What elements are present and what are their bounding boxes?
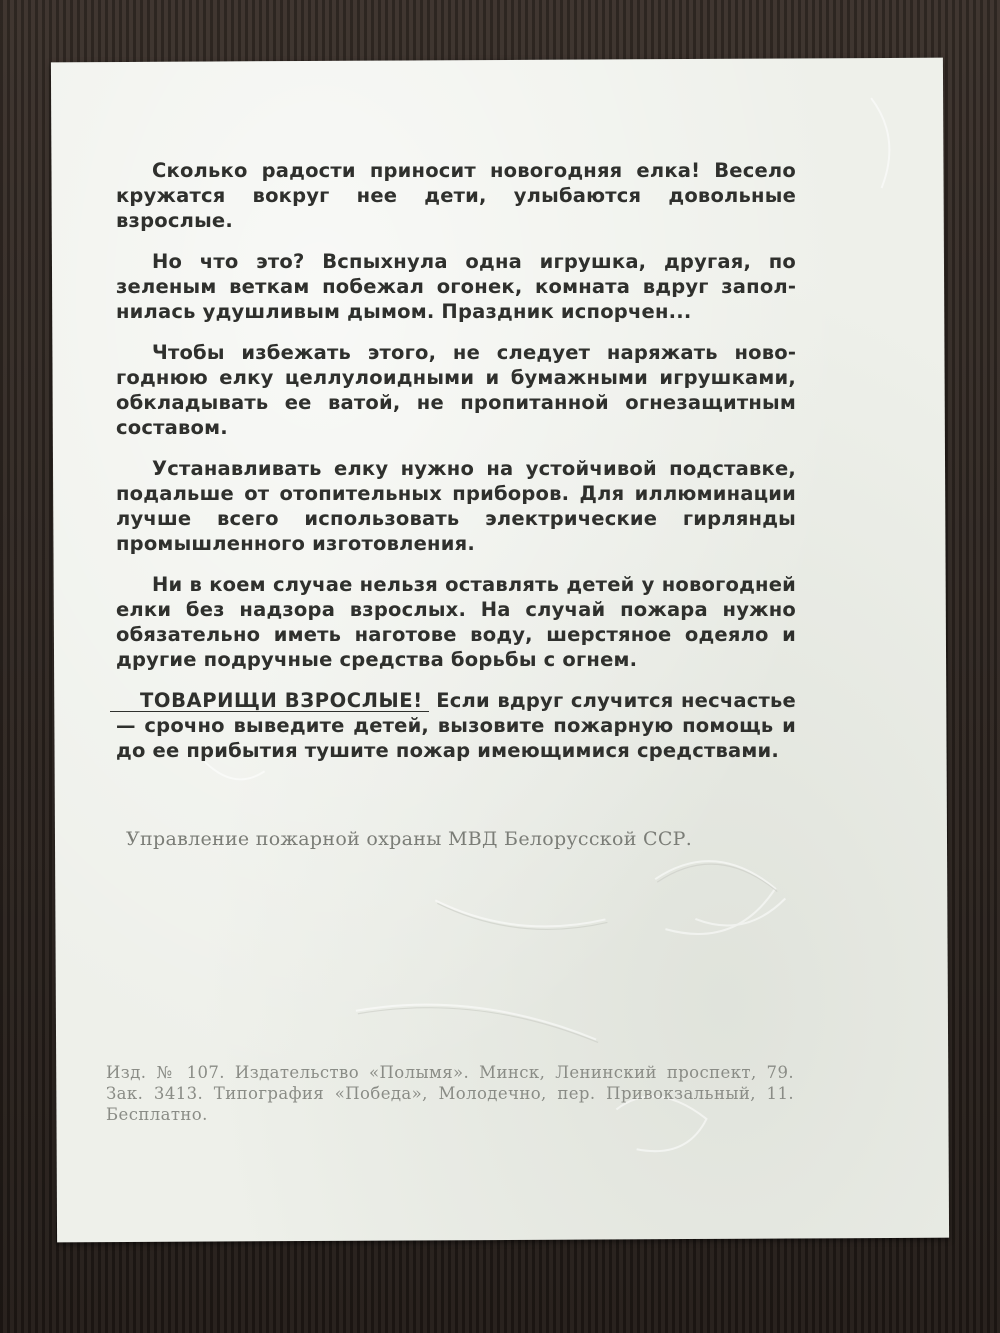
paragraph: Ни в коем случае нельзя оставлять детей у новогодней елки без надзора взрослых. На случай пожара нужно обязательно иметь наготове воду, шерстяное одеяло и другие подручные средства борьбы с огнем. — [116, 573, 796, 671]
appeal-heading: ТОВАРИЩИ ВЗРОСЛЫЕ! — [110, 690, 429, 712]
appeal-block — [116, 688, 796, 763]
paragraph: Но что это? Вспыхнула одна игрушка, другая, по зеленым веткам побежал огонек, комната вдруг заполнилась удушливым дымом. Праздник испорчен... — [116, 250, 796, 323]
imprint: Изд. № 107. Издательство «Полымя». Минск, Ленинский проспект, 79. Зак. 3413. Типография «Победа», Молодечно, пер. Привокзальный, 11. Бесплатно. — [106, 1063, 794, 1124]
paragraph: Сколько радости приносит новогодняя елка! Весело кружатся вокруг нее дети, улыбаются довольные взрослые. — [116, 159, 796, 232]
appeal-text: Если вдруг случится несчастье — срочно выведите детей, вызовите пожарную помощь и до ее прибытия тушите пожар имеющимися средствами. — [116, 689, 796, 762]
main-text — [116, 158, 796, 763]
paragraph: Чтобы избежать этого, не следует наряжать новогоднюю елку целлулоидными и бумажными игрушками, обкладывать ее ватой, не пропитанной огнезащитным составом. — [116, 341, 796, 439]
signature: Управление пожарной охраны МВД Белорусской ССР. — [126, 828, 693, 850]
paragraph: Устанавливать елку нужно на устойчивой подставке, подальше от отопительных приборов. Для иллюминации лучше всего использовать электрические гирлянды промышленного изготовления. — [116, 457, 796, 555]
